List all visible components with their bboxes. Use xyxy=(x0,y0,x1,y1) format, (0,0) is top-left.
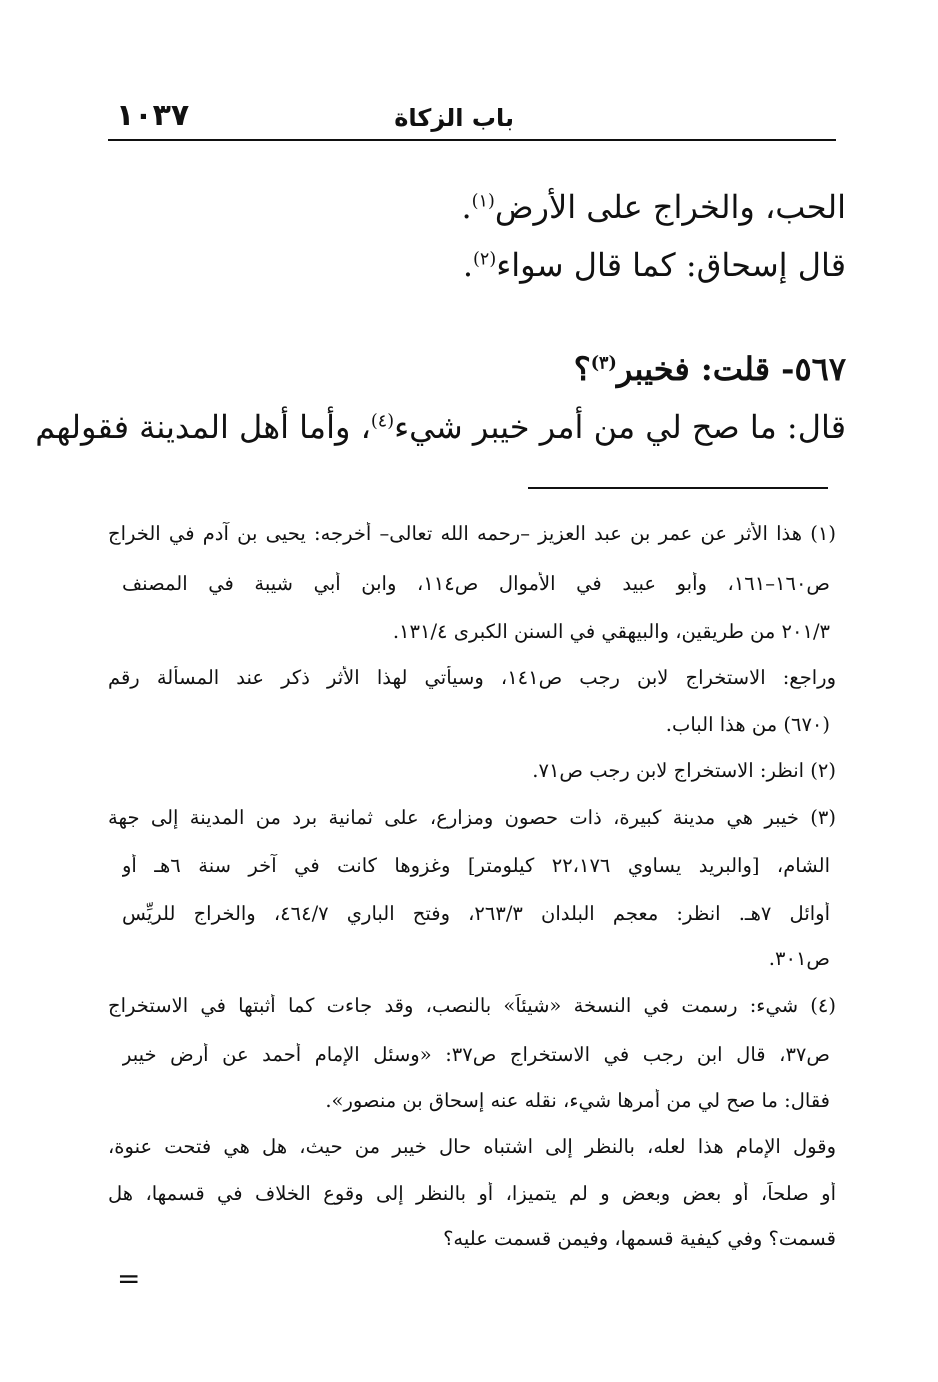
footnote-line: (١) هذا الأثر عن عمر بن عبد العزيز –رحمه الله تعالى– أخرجه: يحيى بن آدم في الخراج xyxy=(108,522,836,545)
footnote-line: أوائل ٧هـ. انظر: معجم البلدان ٢٦٣/٣، وفتح الباري ٤٦٤/٧، والخراج للريِّس xyxy=(122,902,830,925)
running-title: باب الزكاة xyxy=(394,104,514,132)
footnote-line: ص١٦٠–١٦١، وأبو عبيد في الأموال ص١١٤، وابن أبي شيبة في المصنف xyxy=(122,572,830,595)
question-line: ٥٦٧- قلت: فخيبر$^{(٣)}$؟ xyxy=(573,350,846,388)
footnote-ref-2: (٢) xyxy=(473,249,497,270)
main-text-line-2: قال إسحاق: كما قال سواء$^{(٢)}$. xyxy=(462,246,846,284)
continuation-mark: = xyxy=(117,1262,141,1295)
footnote-line: (٤) شيء: رسمت في النسخة «شيئاً» بالنصب، وقد جاءت كما أثبتها في الاستخراج xyxy=(108,994,836,1017)
footnote-ref-1: (١) xyxy=(471,191,495,212)
footnote-line: قسمت؟ وفي كيفية قسمها، وفيمن قسمت عليه؟ xyxy=(443,1227,836,1250)
answer-line: قال: ما صح لي من أمر خيبر شيء$^{(٤)}$، وأما أهل المدينة فقولهم xyxy=(35,408,846,446)
footnote-line: (٦٧٠) من هذا الباب. xyxy=(665,713,830,736)
header-rule xyxy=(108,139,836,141)
footnote-separator xyxy=(528,487,828,489)
footnote-line: (٢) انظر: الاستخراج لابن رجب ص٧١. xyxy=(532,759,836,782)
footnote-line: فقال: ما صح لي من أمرها شيء، نقله عنه إسحاق بن منصور». xyxy=(325,1089,830,1112)
page-number: ١٠٣٧ xyxy=(116,98,190,133)
footnote-ref-3: (٣) xyxy=(590,352,617,374)
footnote-ref-4: (٤) xyxy=(370,411,395,432)
main-text-line-1: الحب، والخراج على الأرض$^{(١)}$. xyxy=(461,188,846,226)
footnote-line: أو صلحاً، أو بعض وبعض و لم يتميزا، أو بالنظر إلى وقوع الخلاف في قسمها، هل xyxy=(108,1182,836,1205)
page-header xyxy=(108,92,836,140)
footnote-line: (٣) خيبر هي مدينة كبيرة، ذات حصون ومزارع، على ثمانية برد من المدينة إلى جهة xyxy=(108,806,836,829)
footnote-line: ٢٠١/٣ من طريقين، والبيهقي في السنن الكبرى ١٣١/٤. xyxy=(392,620,830,643)
footnote-line: ص٣٧، قال ابن رجب في الاستخراج ص٣٧: «وسئل الإمام أحمد عن أرض خيبر xyxy=(122,1043,830,1066)
footnote-line: وراجع: الاستخراج لابن رجب ص١٤١، وسيأتي لهذا الأثر ذكر عند المسألة رقم xyxy=(108,666,836,689)
footnote-line: ص٣٠١. xyxy=(768,947,830,970)
footnote-line: الشام، [والبريد يساوي ٢٢،١٧٦ كيلومتر] وغزوها كانت في آخر سنة ٦هـ أو xyxy=(122,854,830,877)
footnote-line: وقول الإمام هذا لعله، بالنظر إلى اشتباه حال خيبر من حيث، هل هي فتحت عنوة، xyxy=(108,1135,836,1158)
